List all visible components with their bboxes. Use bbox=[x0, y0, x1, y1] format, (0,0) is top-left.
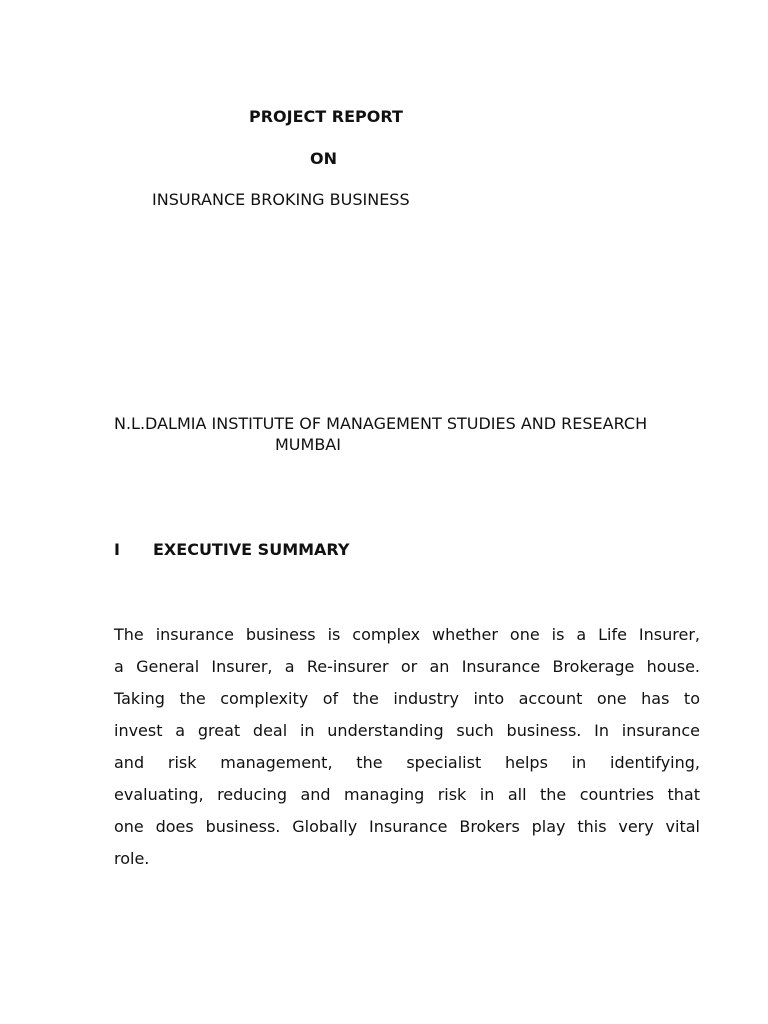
title-line-on: ON bbox=[310, 149, 337, 168]
paragraph-line: a General Insurer, a Re-insurer or an Insurance Brokerage house. bbox=[114, 657, 700, 676]
paragraph-line: invest a great deal in understanding such business. In insurance bbox=[114, 721, 700, 740]
paragraph-line: role. bbox=[114, 849, 150, 868]
paragraph-line: and risk management, the specialist helps in identifying, bbox=[114, 753, 700, 772]
section-number: I bbox=[114, 540, 120, 559]
paragraph-line: evaluating, reducing and managing risk in all the countries that bbox=[114, 785, 700, 804]
paragraph-line: one does business. Globally Insurance Brokers play this very vital bbox=[114, 817, 700, 836]
paragraph-line: Taking the complexity of the industry into account one has to bbox=[114, 689, 700, 708]
institute-city: MUMBAI bbox=[275, 435, 341, 454]
section-heading: EXECUTIVE SUMMARY bbox=[153, 540, 350, 559]
report-subject: INSURANCE BROKING BUSINESS bbox=[152, 190, 410, 209]
paragraph-line: The insurance business is complex whether one is a Life Insurer, bbox=[114, 625, 700, 644]
institute-name: N.L.DALMIA INSTITUTE OF MANAGEMENT STUDIES AND RESEARCH bbox=[114, 414, 648, 433]
title-line-project-report: PROJECT REPORT bbox=[249, 107, 403, 126]
